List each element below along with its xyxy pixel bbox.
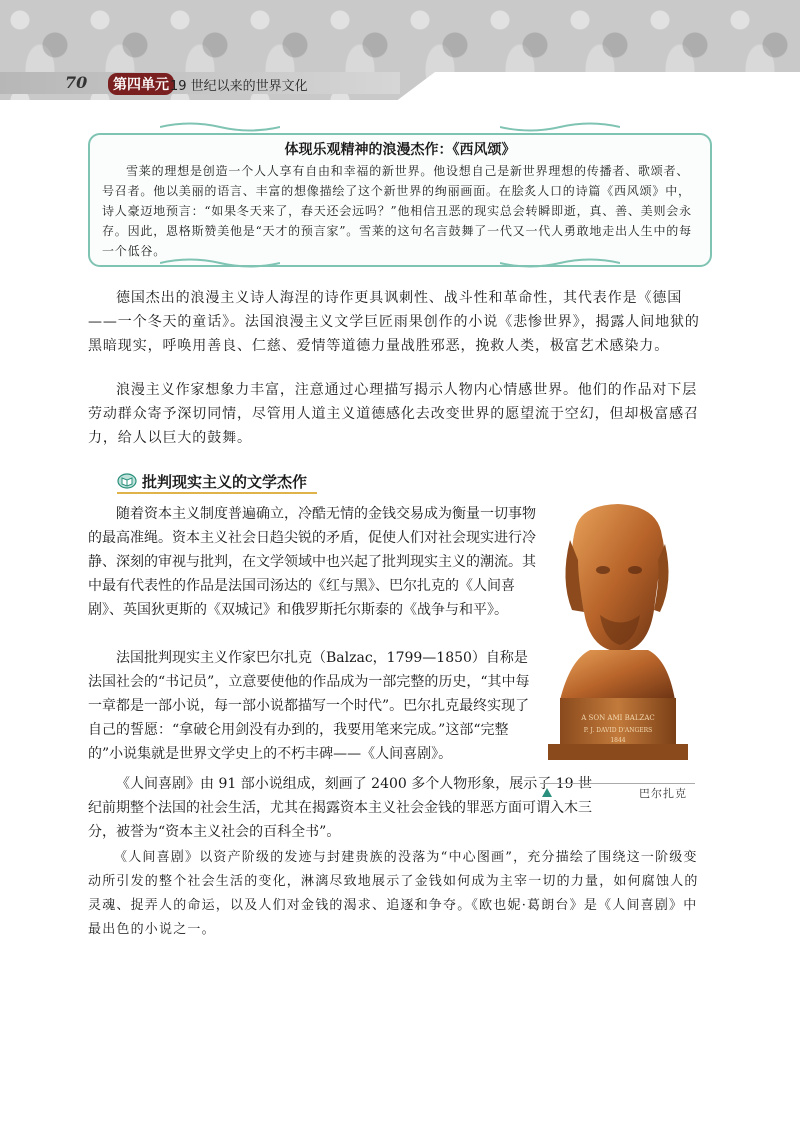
bust-illustration (540, 500, 695, 772)
paragraph: 浪漫主义作家想象力丰富，注意通过心理描写揭示人物内心情感世界。他们的作品对下层劳动群众寄予深切同情，尽管用人道主义道德感化去改变世界的愿望流于空幻，但却极富感召力，给人以巨大的鼓舞。 (88, 382, 699, 446)
section-rule (117, 492, 317, 494)
book-icon (117, 472, 137, 490)
triangle-icon (542, 788, 552, 797)
paragraph: 《人间喜剧》以资产阶级的发迹与封建贵族的没落为“中心图画”，充分描绘了围绕这一阶级变动所引发的整个社会生活的变化，淋漓尽致地展示了金钱如何成为主宰一切的力量，如何腐蚀人的灵魂、捉弄人的命运，以及人们对金钱的渴求、追逐和争夺。《欧也妮·葛朗台》是《人间喜剧》中最出色的小说之一。 (88, 850, 699, 937)
unit-badge: 第四单元 (108, 73, 174, 95)
chapter-title: 19 世纪以来的世界文化 (170, 79, 308, 94)
plaque-text: 1844 (610, 737, 626, 744)
paragraph: 《人间喜剧》由 91 部小说组成，刻画了 2400 多个人物形象，展示了 19 世纪前期整个法国的社会生活，尤其在揭露资本主义社会金钱的罪恶方面可谓入木三分，被誉为“资本主义社会的百科全书”。 (88, 776, 592, 840)
balzac-bust-image (540, 500, 695, 772)
ornament-icon (160, 122, 280, 132)
ornament-icon (500, 122, 620, 132)
caption-text: 巴尔扎克 (639, 787, 687, 800)
plaque-text: P. J. DAVID D'ANGERS (583, 727, 653, 734)
paragraph: 德国杰出的浪漫主义诗人海涅的诗作更具讽刺性、战斗性和革命性，其代表作是《德国——一个冬天的童话》。法国浪漫主义文学巨匠雨果创作的小说《悲惨世界》，揭露人间地狱的黑暗现实，呼唤用善良、仁慈、爱情等道德力量战胜邪恶，挽救人类，极富艺术感染力。 (88, 290, 700, 354)
page-number: 70 (65, 73, 88, 92)
header-cut (395, 72, 800, 102)
plaque-text: A SON AMI BALZAC (581, 714, 655, 722)
section-heading (117, 470, 317, 494)
figure-caption (540, 783, 695, 802)
paragraph: 法国批判现实主义作家巴尔扎克（Balzac，1799—1850）自称是法国社会的“书记员”，立意要使他的作品成为一部完整的历史，“其中每一章都是一部小说，每一部小说都描写一个时代”。巴尔扎克最终实现了自己的誓愿：“拿破仑用剑没有办到的，我要用笔来完成。”这部“完整的”小说集就是世界文学史上的不朽丰碑——《人间喜剧》。 (88, 650, 530, 762)
box-text: 雪莱的理想是创造一个人人享有自由和幸福的新世界。他设想自己是新世界理想的传播者、歌颂者、号召者。他以美丽的语言、丰富的想像描绘了这个新世界的绚丽画面。在脍炙人口的诗篇《西风颂》中，诗人豪迈地预言：“如果冬天来了，春天还会远吗？”他相信丑恶的现实总会转瞬即逝，真、善、美则会永存。因此，恩格斯赞美他是“天才的预言家”。雪莱的这句名言鼓舞了一代又一代人勇敢地走出人生中的每一个低谷。 (102, 164, 692, 258)
box-title: 体现乐观精神的浪漫杰作：《西风颂》 (284, 142, 516, 158)
ornament-icon (500, 258, 620, 268)
info-box (88, 133, 712, 267)
ornament-icon (160, 258, 280, 268)
section-title: 批判现实主义的文学杰作 (142, 473, 308, 491)
paragraph: 随着资本主义制度普遍确立，冷酷无情的金钱交易成为衡量一切事物的最高准绳。资本主义社会日趋尖锐的矛盾，促使人们对社会现实进行冷静、深刻的审视与批判，在文学领域中也兴起了批判现实主义的潮流。其中最有代表性的作品是法国司汤达的《红与黑》、巴尔扎克的《人间喜剧》、英国狄更斯的《双城记》和俄罗斯托尔斯泰的《战争与和平》。 (88, 506, 536, 618)
